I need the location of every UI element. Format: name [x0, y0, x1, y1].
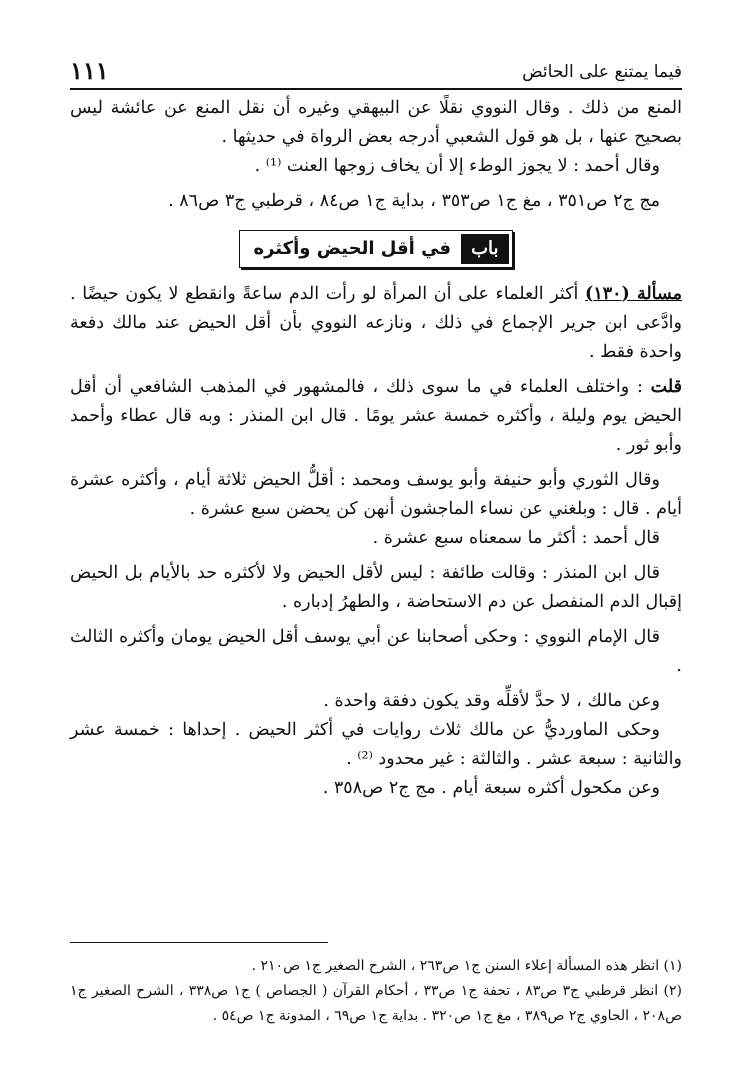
- chapter-heading: [70, 230, 682, 268]
- main-text: [70, 94, 682, 803]
- page-header: [70, 58, 682, 90]
- issue-paragraph: [70, 280, 682, 367]
- qult-label: قلت: [650, 377, 682, 397]
- paragraph-ahmad: وقال أحمد : لا يجوز الوطء إلا أن يخاف زوجها العنت ⁽¹⁾ .: [254, 156, 660, 176]
- chapter-title: في أقل الحيض وأكثره: [253, 238, 452, 259]
- running-title: فيما يمتنع على الحائض: [522, 62, 682, 82]
- footnote-divider: [70, 942, 328, 943]
- qult-text: : واختلف العلماء في ما سوى ذلك ، فالمشهور في المذهب الشافعي أن أقل الحيض يوم وليلة ، وأكثره خمسة عشر يومًا . قال ابن المنذر : وبه قال عطاء وأحمد وأبو ثور .: [70, 377, 682, 455]
- issue-text: أكثر العلماء على أن المرأة لو رأت الدم ساعةً وانقطع لا يكون حيضًا . وادَّعى ابن جرير الإجماع في ذلك ، ونازعه النووي بأن أقل الحيض عند مالك دفعة واحدة فقط .: [70, 284, 682, 362]
- paragraph-mawardi: وحكى الماورديُّ عن مالك ثلاث روايات في أكثر الحيض . إحداها : خمسة عشر والثانية : سبعة عشر . والثالثة : غير محدود ⁽²⁾ .: [70, 720, 682, 769]
- paragraph-ahmad-max: قال أحمد : أكثر ما سمعناه سبع عشرة .: [372, 528, 660, 548]
- page-number: ١١١: [70, 56, 115, 85]
- book-page: [70, 56, 682, 1024]
- paragraph-thawri: وقال الثوري وأبو حنيفة وأبو يوسف ومحمد : أقلُّ الحيض ثلاثة أيام ، وأكثره عشرة أيام . قال : وبلغني عن نساء الماجشون أنهن كن يحضن سبع عشرة .: [70, 470, 682, 519]
- footnote-2: (٢) انظر قرطبي ج٣ ص٨٣ ، تحفة ج١ ص٣٣ ، أحكام القرآن ( الجصاص ) ج١ ص٣٣٨ ، الشرح الصغير ج١ ص٢٠٨ ، الحاوي ج٢ ص٣٨٩ ، مغ ج١ ص٣٢٠ . بداية ج١ ص٦٩ ، المدونة ج١ ص٥٤ .: [70, 983, 682, 1024]
- paragraph-malik: وعن مالك ، لا حدَّ لأقلِّه وقد يكون دفقة واحدة .: [323, 691, 660, 711]
- paragraph-makhul: وعن مكحول أكثره سبعة أيام . مج ج٢ ص٣٥٨ .: [322, 778, 660, 798]
- paragraph-nawawi: قال الإمام النووي : وحكى أصحابنا عن أبي يوسف أقل الحيض يومان وأكثره الثالث .: [70, 627, 682, 676]
- chapter-box: [239, 230, 512, 268]
- issue-label: مسألة (١٣٠): [585, 284, 682, 304]
- qult-paragraph: [70, 373, 682, 460]
- footnotes: [70, 954, 682, 1029]
- chapter-lead: باب: [461, 234, 508, 264]
- paragraph-references: مج ج٢ ص٣٥١ ، مغ ج١ ص٣٥٣ ، بداية ج١ ص٨٤ ، قرطبي ج٣ ص٨٦ .: [168, 191, 660, 211]
- paragraph-ibn-almundhir: قال ابن المنذر : وقالت طائفة : ليس لأقل الحيض ولا لأكثره حد بالأيام بل الحيض إقبال الدم المنفصل عن دم الاستحاضة ، والطهرُ إدباره .: [70, 563, 682, 612]
- paragraph-continuation: المنع من ذلك . وقال النووي نقلًا عن البيهقي وغيره أن نقل المنع عن عائشة ليس بصحيح عنها ، بل هو قول الشعبي أدرجه بعض الرواة في حديثها .: [70, 98, 682, 147]
- footnote-1: (١) انظر هذه المسألة إعلاء السنن ج١ ص٢٦٣ ، الشرح الصغير ج١ ص٢١٠ .: [251, 958, 682, 974]
